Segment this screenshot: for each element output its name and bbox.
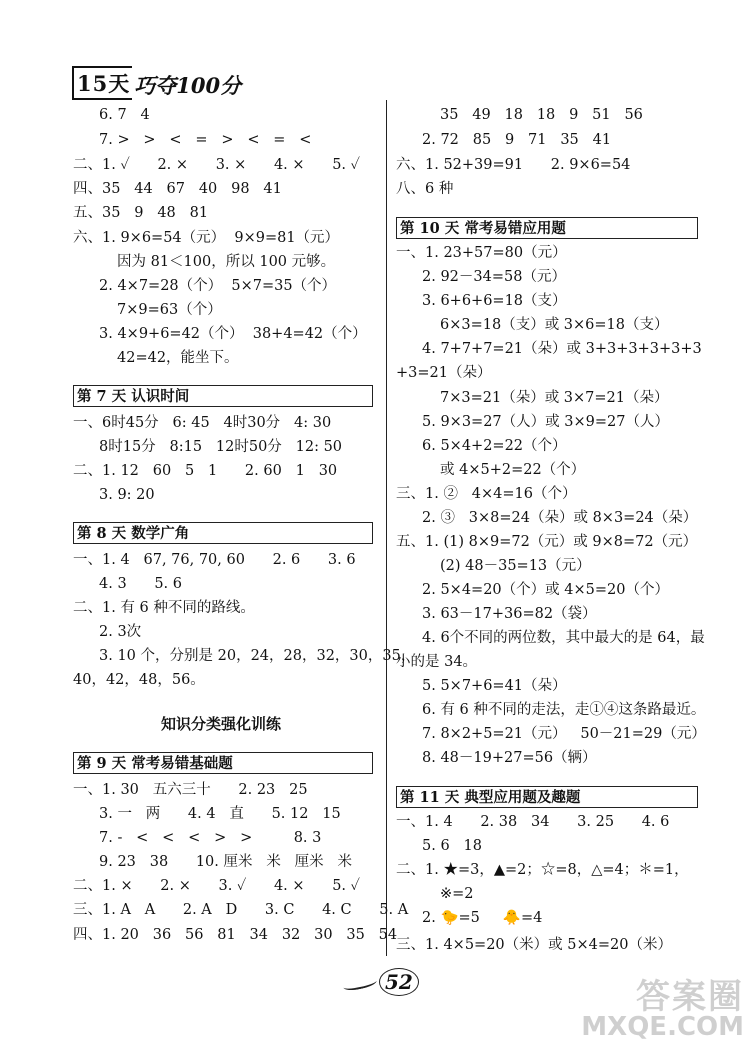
answer-line: 35 49 18 18 9 51 56 [440, 107, 643, 123]
section-header-day10: 第 10 天 常考易错应用题 [396, 217, 698, 239]
answer-line: 4. 3 5. 6 [99, 576, 182, 592]
answer-line: 二、1. 12 60 5 1 2. 60 1 30 [73, 463, 338, 479]
watermark-en: MXQE.COM [581, 1012, 744, 1042]
answer-line: 2. 72 85 9 71 35 41 [422, 132, 612, 148]
logo-box: 15天 [72, 66, 132, 100]
section-header-day7: 第 7 天 认识时间 [73, 385, 373, 407]
answer-line: 5. 5×7+6=41（朵） [422, 678, 567, 694]
answer-line: 一、1. 4 67, 76, 70, 60 2. 6 3. 6 [73, 552, 356, 568]
column-divider [386, 100, 387, 956]
page-number-value: 52 [379, 968, 419, 996]
answer-line: 六、1. 9×6=54（元） 9×9=81（元） [73, 230, 340, 246]
answer-line: 2. 🐤=5 🐥=4 [422, 910, 543, 926]
answer-line: 7×9=63（个） [117, 302, 222, 318]
answer-line: 2. 3次 [99, 624, 142, 640]
answer-line: 八、6 种 [396, 181, 454, 197]
watermark [581, 969, 744, 1042]
answer-line: 因为 81＜100，所以 100 元够。 [117, 254, 336, 270]
answer-line: 2. ③ 3×8=24（朵）或 8×3=24（朵） [422, 510, 698, 526]
answer-line: 2. 4×7=28（个） 5×7=35（个） [99, 278, 337, 294]
answer-line: 3. 一 两 4. 4 直 5. 12 15 [99, 806, 341, 822]
answer-line: +3=21（朵） [396, 365, 492, 381]
answer-line: 四、35 44 67 40 98 41 [73, 181, 282, 197]
section-header-day8: 第 8 天 数学广角 [73, 522, 373, 544]
answer-line: (2) 48－35=13（元） [440, 558, 591, 574]
answer-line: 二、1. ✓ 2. × 3. × 4. × 5. ✓ [73, 157, 360, 173]
logo-title: 巧夺100分 [134, 73, 242, 98]
answer-line: 42=42，能坐下。 [117, 350, 239, 366]
section-heading: 知识分类强化训练 [161, 715, 282, 733]
answer-line: 三、1. A A 2. A D 3. C 4. C 5. A [73, 902, 409, 918]
section-header-day11: 第 11 天 典型应用题及趣题 [396, 786, 698, 808]
answer-line: 一、6时45分 6: 45 4时30分 4: 30 [73, 415, 332, 431]
answer-line: 7. 8×2+5=21（元） 50－21=29（元） [422, 726, 706, 742]
page-number-swoosh [342, 976, 377, 993]
answer-line: 9. 23 38 10. 厘米 米 厘米 米 [99, 854, 352, 870]
answer-line: 二、1. ★=3，▲=2；☆=8，△=4；＊=1， [396, 862, 689, 878]
answer-line: 5. 6 18 [422, 838, 482, 854]
answer-line: 小的是 34。 [396, 654, 478, 670]
answer-line: 2. 5×4=20（个）或 4×5=20（个） [422, 582, 669, 598]
answer-line: 3. 9: 20 [99, 487, 155, 503]
answer-line: 7. - < < < > > 8. 3 [99, 830, 322, 846]
answer-line: 8. 48－19+27=56（辆） [422, 750, 597, 766]
answer-line: 六、1. 52+39=91 2. 9×6=54 [396, 157, 631, 173]
watermark-cn: 答案圈 [636, 977, 744, 1017]
answer-line: 6. 7 4 [99, 107, 150, 123]
answer-line: 3. 6+6+6=18（支） [422, 293, 567, 309]
answer-line: 或 4×5+2=22（个） [440, 462, 586, 478]
answer-line: 3. 4×9+6=42（个） 38+4=42（个） [99, 326, 367, 342]
answer-line: 8时15分 8:15 12时50分 12: 50 [99, 439, 343, 455]
answer-line: 7×3=21（朵）或 3×7=21（朵） [440, 390, 669, 406]
answer-line: 5. 9×3=27（人）或 3×9=27（人） [422, 414, 669, 430]
answer-line: 五、1. (1) 8×9=72（元）或 9×8=72（元） [396, 534, 698, 550]
answer-line: 40，42，48，56。 [73, 672, 205, 688]
answer-line: 三、1. 4×5=20（米）或 5×4=20（米） [396, 937, 672, 953]
answer-line: 五、35 9 48 81 [73, 205, 209, 221]
answer-line: 4. 6个不同的两位数，其中最大的是 64，最 [422, 630, 705, 646]
page-number [343, 968, 419, 996]
answer-line: 二、1. × 2. × 3. ✓ 4. × 5. ✓ [73, 878, 360, 894]
answer-line: 6. 有 6 种不同的走法，走①④这条路最近。 [422, 702, 706, 718]
answer-line: 一、1. 4 2. 38 34 3. 25 4. 6 [396, 814, 670, 830]
answer-line: 6×3=18（支）或 3×6=18（支） [440, 317, 669, 333]
answer-line: 3. 63－17+36=82（袋） [422, 606, 597, 622]
answer-line: 7. > > < = > < = < [99, 132, 312, 148]
answer-line: 四、1. 20 36 56 81 34 32 30 35 54 [73, 927, 398, 943]
answer-line: 三、1. ② 4×4=16（个） [396, 486, 577, 502]
section-header-day9: 第 9 天 常考易错基础题 [73, 752, 373, 774]
answer-line: ※=2 [440, 886, 474, 902]
answer-line: 6. 5×4+2=22（个） [422, 438, 567, 454]
answer-line: 4. 7+7+7=21（朵）或 3+3+3+3+3+3 [422, 341, 702, 357]
answer-line: 3. 10 个，分别是 20，24，28，32，30，35， [99, 648, 416, 664]
answer-line: 一、1. 23+57=80（元） [396, 245, 567, 261]
book-logo [72, 70, 241, 100]
answer-line: 二、1. 有 6 种不同的路线。 [73, 600, 255, 616]
answer-line: 2. 92－34=58（元） [422, 269, 566, 285]
answer-line: 一、1. 30 五六三十 2. 23 25 [73, 782, 308, 798]
